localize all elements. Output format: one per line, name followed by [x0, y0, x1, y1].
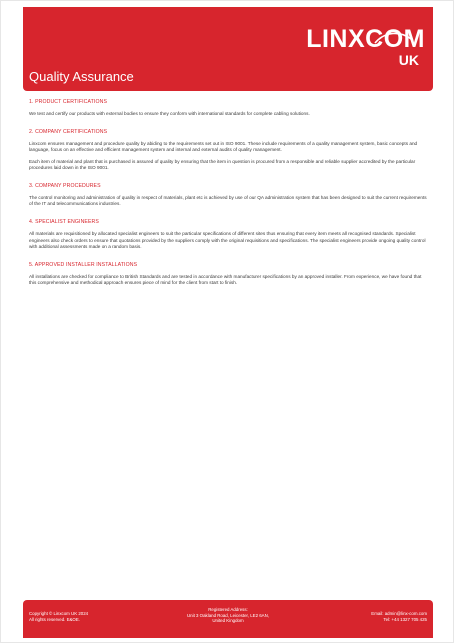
section-paragraph: The control monitoring and administration of quality in respect of materials, plant etc is achieved by use of our QA administration system that has been designed to suit the current requirements of the IT and telecommunications industries. [29, 195, 427, 207]
copyright-text: Copyright © Linxcom UK 2024 [29, 611, 89, 616]
section-heading: 5. APPROVED INSTALLER INSTALLATIONS [29, 262, 138, 269]
section-paragraph: Each item of material and plant that is purchased is assured of quality by ensuring that the item in question is procured from a responsible and reliable supplier accredited by the particular procedures laid down in the ISO 9001. [29, 158, 416, 170]
section-heading: 3. COMPANY PROCEDURES [29, 183, 101, 190]
logo-wordmark: LINXCOM [306, 25, 425, 53]
address-label: Registered Address: [208, 607, 248, 612]
section-company-procedures [29, 183, 427, 207]
section-paragraph: All installations are checked for compliance to British Standards and are tested in accordance with manufacturer specifications by an approved installer. From experience, we have found that this comprehensive and methodical approach ensures piece of mind for the client from start to finish. [29, 274, 422, 286]
email-link[interactable]: Email: admin@linx-com.com [371, 611, 427, 616]
section-company-certifications [29, 129, 427, 171]
address-line: United Kingdom [212, 618, 244, 624]
section-product-certifications [29, 99, 427, 117]
footer-banner [23, 600, 433, 638]
section-heading: 1. PRODUCT CERTIFICATIONS [29, 99, 108, 105]
section-approved-installer [29, 262, 427, 286]
section-paragraph: We test and certify our products with external bodies to ensure they conform with international standards for complete cabling solutions. [29, 111, 310, 116]
header-banner [23, 7, 433, 91]
company-logo [295, 25, 425, 77]
rights-text: All rights reserved. E&OE. [29, 616, 80, 622]
document-content [29, 99, 427, 298]
section-paragraph: All materials are requisitioned by allocated specialist engineers to suit the particular specifications of different sites thus ensuring that every item meets all recognised standards. Specialist engineers also check orders to ensure that quotations provided by the suppliers comply with the original requisitions and specifications. The specialist engineers provide ongoing quality control with additional assessments made on a random basis. [29, 231, 426, 249]
logo-subtext: UK [398, 52, 419, 68]
page-title: Quality Assurance [29, 69, 134, 84]
address-line: Unit 3 Oakland Road, Leicester, LE2 6AN, [186, 612, 269, 618]
section-heading: 2. COMPANY CERTIFICATIONS [29, 129, 108, 136]
footer-contact [371, 611, 427, 622]
section-heading: 4. SPECIALIST ENGINEERS [29, 219, 99, 226]
section-specialist-engineers [29, 219, 427, 250]
section-paragraph: Linxcom ensures management and procedure quality by abiding to the requirements set out in ISO 9001. These include requirements of a quality management system, basic concepts and language, focus on an effective and efficient management system and internal and external audits of quality management. [29, 141, 418, 153]
phone-text: Tel: +44 1327 705 425 [383, 616, 427, 622]
